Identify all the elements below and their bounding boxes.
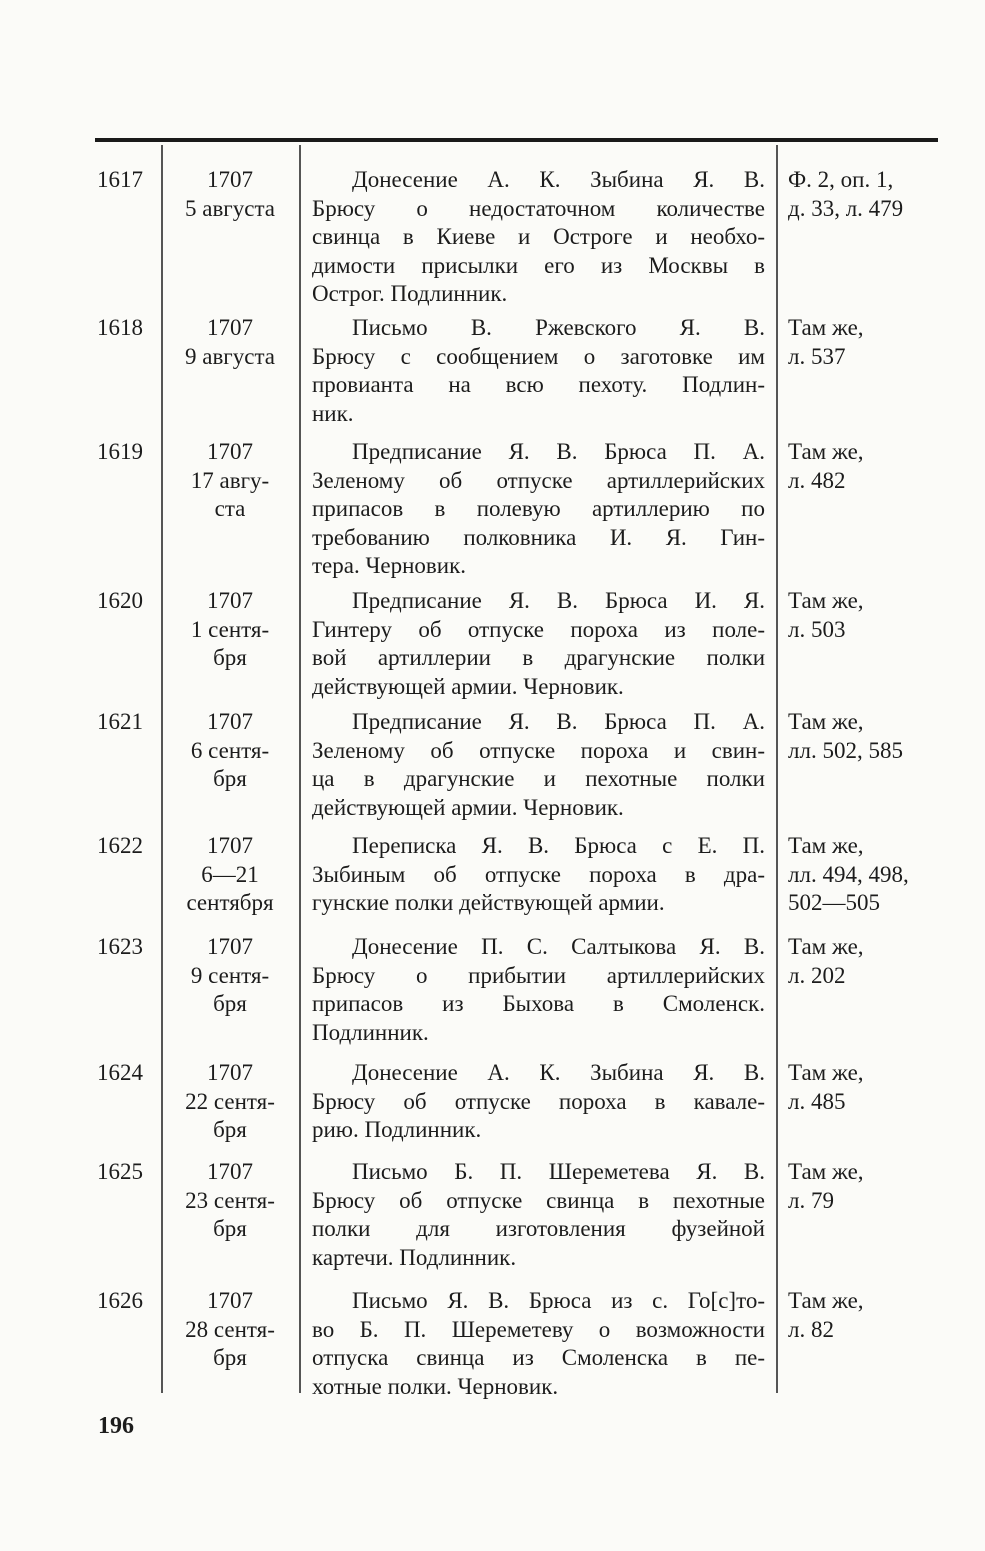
description-line: гунские полки действующей армии. <box>312 890 665 915</box>
description-line: Брюсу об отпуске свинца в пехотные <box>312 1187 765 1213</box>
source-line: д. 33, л. 479 <box>788 195 904 221</box>
description-line: Брюсу с сообщением о заготовке им <box>312 343 765 369</box>
entry-number: 1625 <box>97 1159 143 1184</box>
entry-number: 1621 <box>97 709 143 734</box>
source-line: л. 482 <box>788 467 846 493</box>
date-line: 1707 <box>207 934 253 959</box>
column-divider <box>776 145 778 1393</box>
entry-date <box>163 1059 297 1145</box>
date-line: 1 сентя- <box>190 616 270 642</box>
description-line: Письмо Я. В. Брюса из с. Го[с]то- <box>352 1288 765 1313</box>
description-line: Острог. Подлинник. <box>312 281 508 306</box>
entry-source <box>788 314 938 371</box>
entry-date <box>163 1158 297 1244</box>
entry-source <box>788 832 938 918</box>
description-line: Предписание Я. В. Брюса И. Я. <box>352 588 765 613</box>
date-line: бря <box>213 1117 247 1142</box>
entry-number: 1617 <box>97 167 143 192</box>
description-line: хотные полки. Черновик. <box>312 1373 559 1399</box>
entry-source <box>788 1158 938 1215</box>
description-line: свинца в Киеве и Остроге и необхо- <box>312 224 765 249</box>
entry-number: 1619 <box>97 439 143 464</box>
description-line: Донесение А. К. Зыбина Я. В. <box>352 1060 765 1085</box>
entry-date <box>163 933 297 1019</box>
description-line: действующей армии. Черновик. <box>312 673 624 699</box>
entry-date <box>163 708 297 794</box>
description-line: припасов из Быхова в Смоленск. <box>312 991 765 1016</box>
description-line: отпуска свинца из Смоленска в пе- <box>312 1345 765 1370</box>
date-line: бря <box>213 645 247 670</box>
date-line: 6—21 <box>201 861 259 887</box>
date-line: 17 авгу- <box>190 467 270 493</box>
description-line: Предписание Я. В. Брюса П. А. <box>352 709 765 734</box>
description-line: Брюсу об отпуске пороха в кавале- <box>312 1088 765 1114</box>
date-line: 1707 <box>207 833 253 858</box>
source-line: л. 537 <box>788 343 846 369</box>
date-line: 9 августа <box>184 343 275 369</box>
page-number: 196 <box>98 1413 134 1439</box>
entry-source <box>788 1287 938 1344</box>
source-line: Там же, <box>788 934 864 959</box>
description-line: ник. <box>312 400 354 426</box>
entry-date <box>163 832 297 918</box>
source-line: 502—505 <box>788 890 880 915</box>
source-line: Там же, <box>788 1060 864 1085</box>
entry-date <box>163 587 297 673</box>
date-line: 1707 <box>207 167 253 192</box>
entry-description <box>312 1158 765 1272</box>
source-line: лл. 502, 585 <box>788 737 903 763</box>
entry-date <box>163 314 297 371</box>
entry-description <box>312 314 765 428</box>
description-line: Предписание Я. В. Брюса П. А. <box>352 439 765 464</box>
entry-number: 1624 <box>97 1060 143 1085</box>
description-line: Подлинник. <box>312 1019 429 1045</box>
description-line: картечи. Подлинник. <box>312 1244 517 1270</box>
entry-date <box>163 1287 297 1373</box>
source-line: Там же, <box>788 588 864 613</box>
source-line: лл. 494, 498, <box>788 861 909 887</box>
source-line: Там же, <box>788 1288 864 1313</box>
source-line: Там же, <box>788 709 864 734</box>
top-rule <box>95 138 938 142</box>
description-line: действующей армии. Черновик. <box>312 794 624 820</box>
entry-source <box>788 438 938 495</box>
entry-number: 1626 <box>97 1288 143 1313</box>
entry-source <box>788 1059 938 1116</box>
entry-description <box>312 1059 765 1145</box>
entry-description <box>312 708 765 822</box>
description-line: Донесение П. С. Салтыкова Я. В. <box>352 934 765 959</box>
date-line: 1707 <box>207 588 253 613</box>
source-line: Ф. 2, оп. 1, <box>788 167 894 192</box>
entry-number: 1623 <box>97 934 143 959</box>
date-line: бря <box>213 766 247 791</box>
date-line: бря <box>213 1216 247 1241</box>
date-line: сентября <box>186 890 274 915</box>
description-line: Письмо В. Ржевского Я. В. <box>352 315 765 340</box>
description-line: полки для изготовления фузейной <box>312 1216 765 1241</box>
description-line: Донесение А. К. Зыбина Я. В. <box>352 167 765 192</box>
entry-source <box>788 587 938 644</box>
source-line: л. 202 <box>788 962 846 988</box>
description-line: Переписка Я. В. Брюса с Е. П. <box>352 833 765 858</box>
source-line: л. 503 <box>788 616 846 642</box>
description-line: требованию полковника И. Я. Гин- <box>312 524 765 550</box>
description-line: припасов в полевую артиллерию по <box>312 496 765 521</box>
description-line: Зыбиным об отпуске пороха в дра- <box>312 861 765 887</box>
date-line: бря <box>213 1345 247 1370</box>
date-line: 1707 <box>207 439 253 464</box>
entry-source <box>788 166 938 223</box>
description-line: вой артиллерии в драгунские полки <box>312 645 765 670</box>
description-line: Письмо Б. П. Шереметева Я. В. <box>352 1159 765 1184</box>
entry-description <box>312 166 765 309</box>
entry-description <box>312 1287 765 1401</box>
source-line: Там же, <box>788 1159 864 1184</box>
date-line: 6 сентя- <box>190 737 270 763</box>
description-line: ца в драгунские и пехотные полки <box>312 766 765 791</box>
source-line: Там же, <box>788 315 864 340</box>
date-line: 5 августа <box>184 195 275 221</box>
description-line: рию. Подлинник. <box>312 1117 482 1142</box>
entry-source <box>788 708 938 765</box>
date-line: 28 сентя- <box>185 1316 275 1342</box>
description-line: Гинтеру об отпуске пороха из поле- <box>312 616 765 642</box>
column-divider <box>299 145 301 1393</box>
date-line: 1707 <box>207 709 253 734</box>
date-line: 1707 <box>207 1159 253 1184</box>
date-line: бря <box>213 991 247 1016</box>
date-line: 1707 <box>207 315 253 340</box>
description-line: во Б. П. Шереметеву о возможности <box>312 1316 765 1342</box>
description-line: Брюсу о прибытии артиллерийских <box>312 962 765 988</box>
description-line: Брюсу о недостаточном количестве <box>312 195 765 221</box>
description-line: провианта на всю пехоту. Подлин- <box>312 372 765 397</box>
date-line: 1707 <box>207 1060 253 1085</box>
entry-description <box>312 832 765 918</box>
date-line: 23 сентя- <box>185 1187 275 1213</box>
source-line: л. 79 <box>788 1187 834 1213</box>
description-line: димости присылки его из Москвы в <box>312 252 765 278</box>
date-line: 9 сентя- <box>190 962 270 988</box>
entry-date <box>163 438 297 524</box>
description-line: Зеленому об отпуске артиллерийских <box>312 467 765 493</box>
entry-description <box>312 933 765 1047</box>
entry-number: 1622 <box>97 833 143 858</box>
entry-description <box>312 587 765 701</box>
description-line: Зеленому об отпуске пороха и свин- <box>312 737 765 763</box>
date-line: ста <box>214 496 246 521</box>
source-line: л. 82 <box>788 1316 834 1342</box>
source-line: Там же, <box>788 833 864 858</box>
description-line: тера. Черновик. <box>312 553 467 578</box>
entry-description <box>312 438 765 581</box>
entry-source <box>788 933 938 990</box>
source-line: л. 485 <box>788 1088 846 1114</box>
date-line: 1707 <box>207 1288 253 1313</box>
entry-number: 1620 <box>97 588 143 613</box>
entry-number: 1618 <box>97 315 143 340</box>
source-line: Там же, <box>788 439 864 464</box>
entry-date <box>163 166 297 223</box>
date-line: 22 сентя- <box>185 1088 275 1114</box>
